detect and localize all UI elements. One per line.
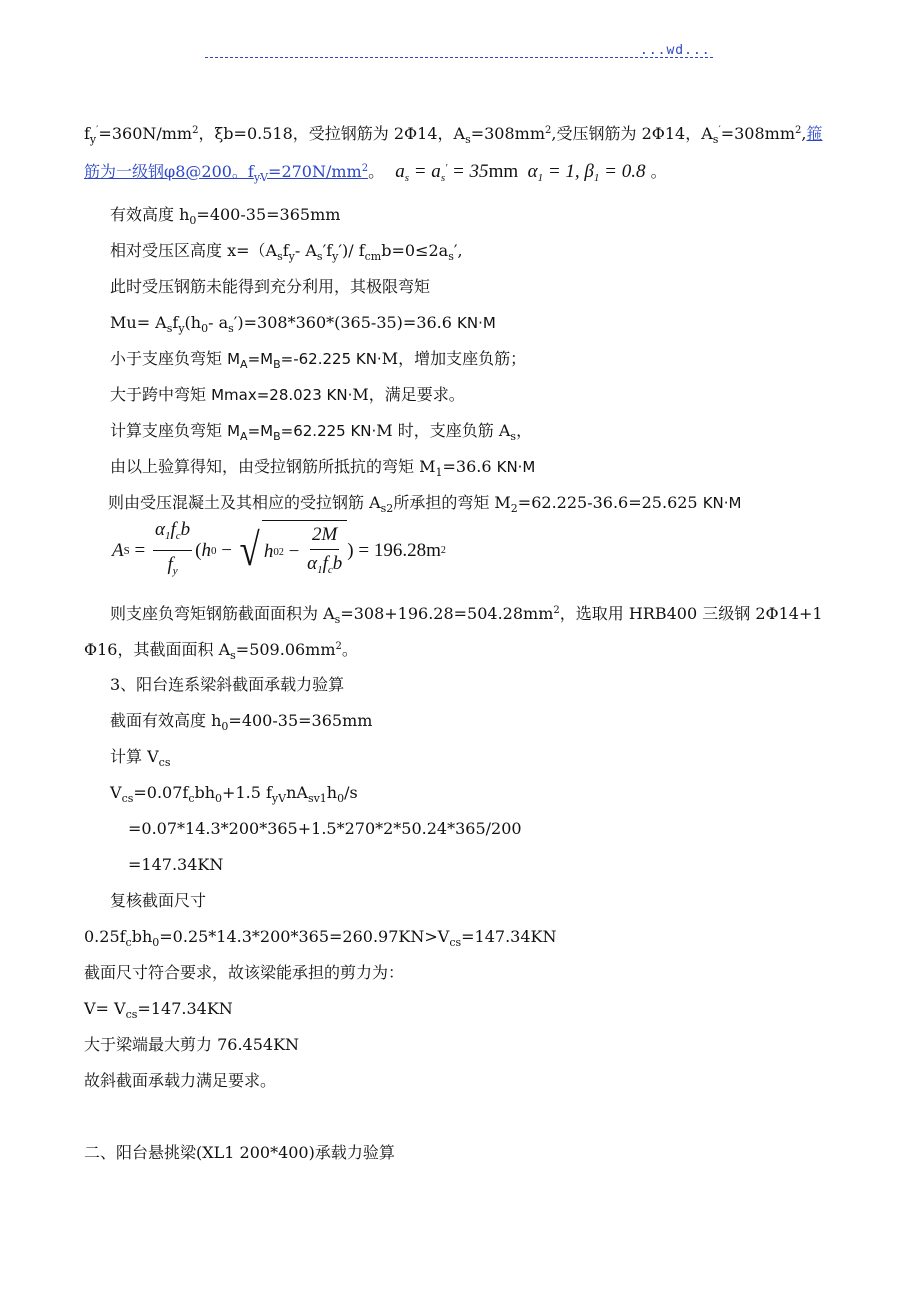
- para-line-1: $f_y'=360N/mm^2$，ξb=0.518，受拉钢筋为 2Φ14，$A_s=308mm^2$,受压钢筋为 2Φ14，$A_s'=308mm^2$,箍: [84, 124, 823, 146]
- midspan-moment: 大于跨中弯矩 Mmax=28.023 KN·M，满足要求。: [110, 385, 465, 404]
- vcs-calc: =0.07*14.3*200*365+1.5*270*2*50.24*365/200: [128, 819, 522, 838]
- section-2-heading: 二、阳台悬挑梁(XL1 200*400)承载力验算: [84, 1143, 395, 1162]
- section-check-calc: $0.25f_cbh_0=0.25*14.3*200*365=260.97KN>V_{cs}=147.34KN$: [84, 927, 557, 949]
- as-area-result: 则支座负弯矩钢筋截面面积为 $A_s=308+196.28=504.28mm^2$，选取用 HRB400 三级钢 2Φ14+1: [110, 604, 823, 626]
- calc-vcs: 计算 $V_{cs}$: [110, 747, 171, 769]
- stirrup-link[interactable]: 箍: [806, 124, 823, 143]
- shear-capacity: $V= V_{cs}=147.34KN$: [84, 999, 233, 1021]
- section-effective-height: 截面有效高度 $h_0=400-35=365mm$: [110, 711, 373, 733]
- effective-height: 有效高度 $h_0=400-35=365mm$: [110, 205, 341, 227]
- moment-m1: 由以上验算得知，由受拉钢筋所抵抗的弯矩 $M_1=36.6$ KN·M: [110, 457, 536, 479]
- moment-m2: 则由受压混凝土及其相应的受拉钢筋 $A_{s2}$所承担的弯矩 $M_2=62.225-36.6=25.625$ KN·M: [108, 493, 742, 515]
- max-shear: 大于梁端最大剪力 76.454KN: [84, 1035, 300, 1054]
- conclusion: 故斜截面承载力满足要求。: [84, 1071, 277, 1090]
- calc-support-moment: 计算支座负弯矩 $M_A=M_B=62.225$ KN·M 时，支座负筋 $A_s$，: [110, 421, 533, 443]
- compression-zone-height: 相对受压区高度 $x=(A_sf_y-$ $A_s'f_y')/$ $f_{cm}b=0\le 2a_s'$,: [110, 241, 463, 263]
- stirrup-link-cont[interactable]: 筋为一级钢φ8@200。$f_{yV}=270N/mm^2$: [84, 162, 369, 184]
- support-moment-small: 小于支座负弯矩 $M_A=M_B=-62.225$ KN·M，增加支座负筋；: [110, 349, 527, 371]
- ultimate-moment: $Mu= A_sf_y(h_0-$ $a_s')=308*360*(365-35)=36.6$ KN·M: [110, 313, 496, 335]
- header-mark: ...wd...: [640, 43, 711, 58]
- para-line-2: 筋为一级钢φ8@200。$f_{yV}=270N/mm^2$。 $a_s = a_s' = 35mm$ $\alpha_1 = 1$, $\beta_1 = 0.8$ 。: [84, 161, 667, 184]
- section-ok: 截面尺寸符合要求，故该梁能承担的剪力为：: [84, 963, 405, 982]
- check-heading: 复核截面尺寸: [110, 891, 207, 910]
- vcs-result: =147.34KN: [128, 855, 224, 874]
- vcs-formula: $V_{cs}=0.07f_cbh_0+1.5$ $f_{yV}nA_{sv1}h_0/s$: [110, 783, 358, 805]
- section-3-heading: 3、阳台连系梁斜截面承载力验算: [110, 675, 345, 694]
- note-line: 此时受压钢筋未能得到充分利用，其极限弯矩: [110, 277, 431, 296]
- header-dashed-line: [205, 57, 713, 58]
- formula-as-required: A S = $\frac{\alpha_1f_cb}{f_y}$ ( h 0 − √ h 0 2 − $\frac{2M}{\alpha_1f_cb}$ ) = 196.28m 2: [112, 518, 446, 583]
- as-area-result-cont: Φ16，其截面面积 $A_s=509.06mm^2$。: [84, 640, 358, 662]
- formula-as-alpha-beta: $a_s = a_s' = 35mm$ $\alpha_1 = 1$, $\beta_1 = 0.8$: [395, 161, 646, 184]
